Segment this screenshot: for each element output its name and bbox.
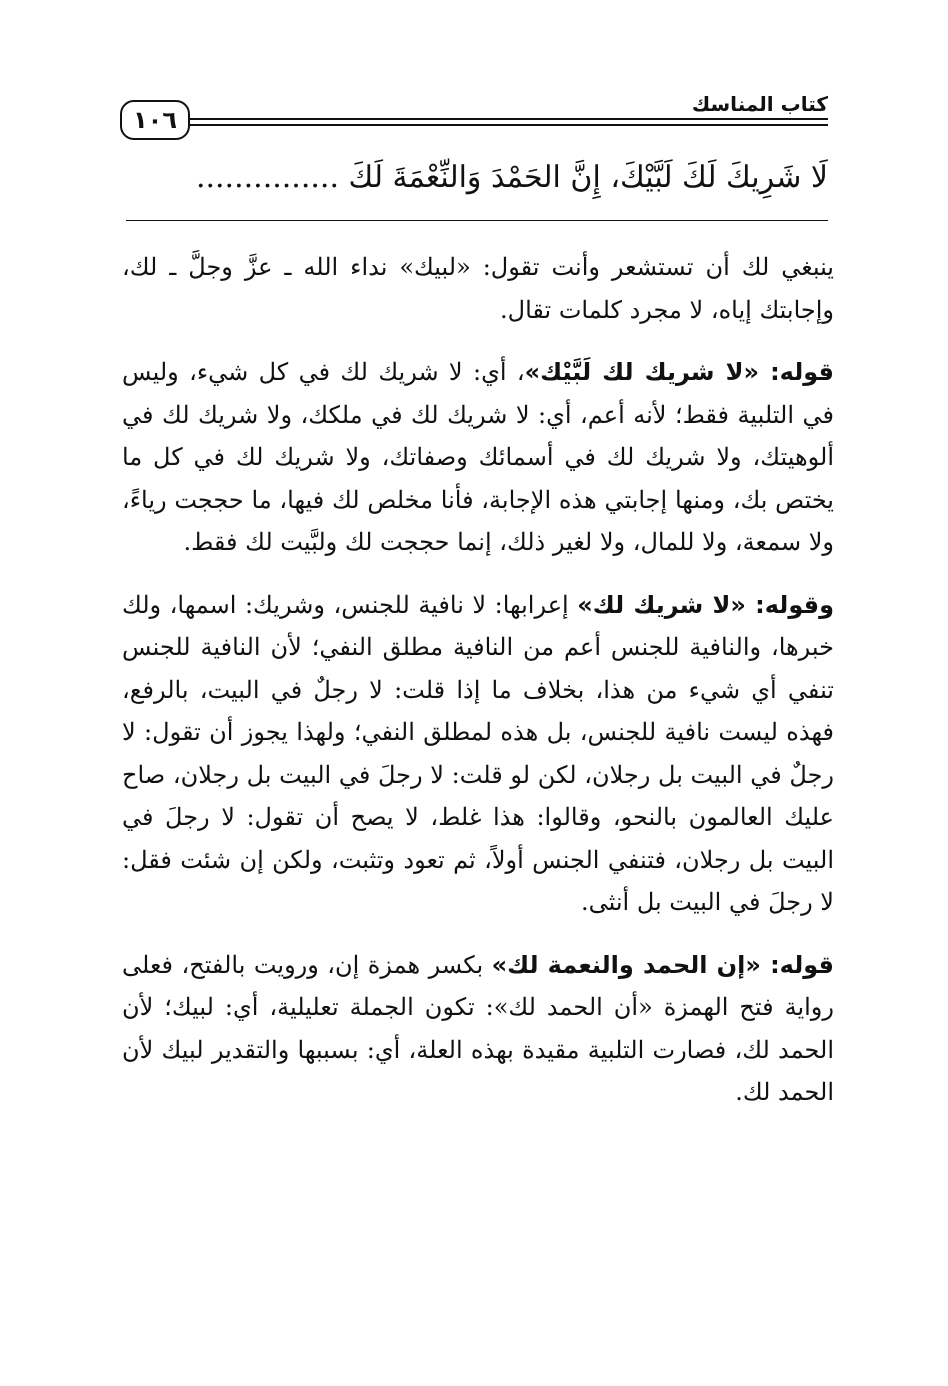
page-number: ١٠٦: [120, 100, 190, 140]
matn-line: [120, 150, 828, 210]
page-header: [120, 90, 828, 150]
paragraph-1: [122, 246, 834, 331]
matn-divider: [126, 220, 828, 221]
paragraph-2-text: ، أي: لا شريك لك في كل شيء، وليس في التلبية فقط؛ لأنه أعم، أي: لا شريك لك في ملكك، ولا شريك لك في ألوهيتك، ولا شريك لك في أسمائك وصفاتك، ولا شريك لك في كل ما يختص بك، ومنها إجابتي هذه الإجابة، فأنا مخلص لك فيها، ما حججت رياءً، ولا سمعة، ولا للمال، ولا لغير ذلك، إنما حججت لك ولبَّيت لك فقط.: [122, 358, 834, 556]
header-rule-top: [120, 118, 828, 120]
header-rule-bottom: [120, 124, 828, 126]
paragraph-2-lead: قوله:: [759, 358, 835, 386]
paragraph-3-quote: «لا شريك لك»: [577, 590, 746, 619]
paragraph-1-text: ينبغي لك أن تستشعر وأنت تقول: «لبيك» نداء الله ـ عزَّ وجلَّ ـ لك، وإجابتك إياه، لا مجرد كلمات تقال.: [122, 253, 834, 324]
paragraph-4-lead: قوله:: [760, 950, 835, 979]
matn-dots: ...............: [195, 160, 339, 195]
paragraph-2: [122, 351, 834, 564]
paragraph-2-quote: «لا شريك لك لَبَّيْك»: [524, 358, 759, 386]
commentary-body: [122, 246, 834, 1134]
paragraph-4: [122, 944, 834, 1114]
paragraph-3: [122, 584, 834, 924]
paragraph-3-text: إعرابها: لا نافية للجنس، وشريك: اسمها، ولك خبرها، والنافية للجنس أعم من النافية مطلق النفي؛ لأن النافية للجنس تنفي أي شيء من هذا، بخلاف ما إذا قلت: لا رجلٌ في البيت، بالرفع، فهذه ليست نافية للجنس، بل هذه لمطلق النفي؛ ولهذا يجوز أن تقول: لا رجلٌ في البيت بل رجلان، لكن لو قلت: لا رجلَ في البيت بل رجلان، صاح عليك العالمون بالنحو، وقالوا: هذا غلط، لا يصح أن تقول: لا رجلَ في البيت بل رجلان، فتنفي الجنس أولاً، ثم تعود وتثبت، ولكن إن شئت فقل: لا رجلَ في البيت بل أنثى.: [122, 590, 834, 916]
matn-text: لَا شَرِيكَ لَكَ لَبَّيْكَ، إِنَّ الحَمْدَ وَالنِّعْمَةَ لَكَ: [348, 160, 828, 195]
paragraph-3-lead: وقوله:: [745, 590, 834, 619]
running-title: كتاب المناسك: [682, 92, 828, 116]
paragraph-4-text: بكسر همزة إن، ورويت بالفتح، فعلى رواية فتح الهمزة «أن الحمد لك»: تكون الجملة تعليلية، أي: لبيك؛ لأن الحمد لك، فصارت التلبية مقيدة بهذه العلة، أي: بسببها والتقدير لبيك لأن الحمد لك.: [122, 950, 835, 1106]
paragraph-4-quote: «إن الحمد والنعمة لك»: [491, 950, 761, 979]
